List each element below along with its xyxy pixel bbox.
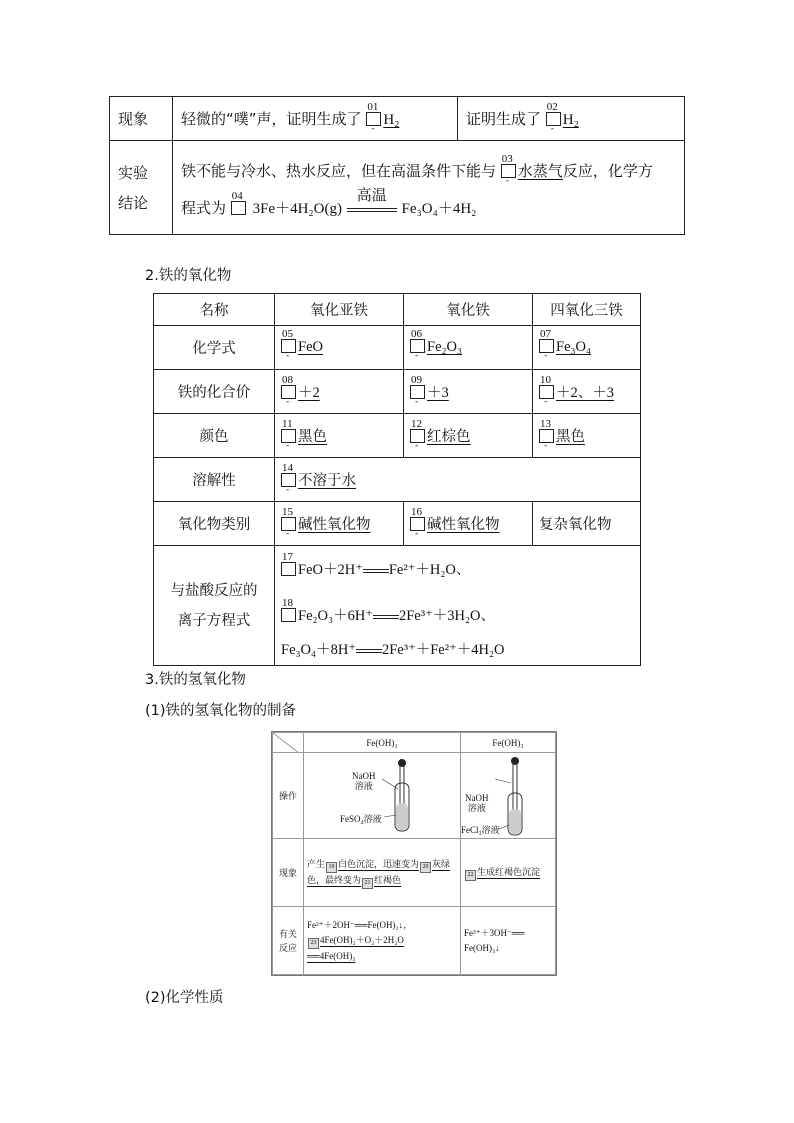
answer-box-icon: [281, 328, 296, 361]
cell: [533, 370, 641, 414]
answer-value: 黑色: [298, 429, 327, 445]
header-feo: 氧化亚铁: [275, 294, 404, 326]
phen-answer: 灰绿色，最终变为: [307, 858, 451, 885]
phenomenon-text-a: 轻微的“噗”声，证明生成了: [181, 110, 362, 128]
dash-mark: -: [415, 351, 419, 361]
answer-number: 06: [411, 328, 422, 340]
answer-number: 14: [282, 462, 293, 474]
table-row: [154, 502, 641, 546]
table-row: [154, 370, 641, 414]
number-box-icon: 22: [465, 870, 476, 881]
answer-box-icon: [539, 374, 554, 407]
dash-mark: -: [286, 485, 290, 495]
reaction-text: Fe(OH)₃↓: [464, 942, 500, 953]
cell: [275, 502, 404, 546]
corner-cell: [273, 733, 304, 753]
row-label: 化学式: [154, 326, 275, 370]
reaction-line: [281, 638, 634, 664]
dash-mark: -: [286, 441, 290, 451]
experiment-table: [109, 96, 685, 235]
cell: [275, 414, 404, 458]
answer-box-icon: [231, 190, 246, 215]
label-text: 有关: [278, 928, 297, 939]
dash-mark: -: [415, 529, 419, 539]
answer-box-icon: [281, 506, 296, 539]
figure-row-label: [273, 907, 304, 975]
conclusion-row: [110, 141, 685, 235]
reaction-row: [154, 546, 641, 666]
preparation-figure: [271, 731, 557, 976]
test-tube-dropper-icon: [304, 753, 454, 839]
reaction-lhs: Fe₃O₄＋8H⁺: [281, 642, 356, 658]
reaction-lhs: Fe₂O₃＋6H⁺: [298, 608, 373, 624]
label-text: 溶液: [354, 781, 373, 791]
equation-condition: 高温: [356, 185, 387, 204]
subsection-preparation: (1)铁的氢氧化物的制备: [145, 703, 297, 719]
label-feso4: FeSO₄溶液: [340, 814, 382, 824]
header-row: [154, 294, 641, 326]
number-box-icon: 19: [326, 862, 337, 873]
answer-box-icon: [281, 462, 296, 495]
answer-value: 红棕色: [427, 429, 471, 445]
answer-number: 08: [282, 374, 293, 386]
answer-value: Fe₂O₃: [427, 339, 463, 355]
phenomenon-b: [461, 839, 556, 907]
reaction-text: 4Fe(OH)₂＋O₂＋2H₂O: [320, 934, 404, 945]
label-naoh-b: [465, 793, 489, 813]
equation-right: Fe₃O₄＋4H₂: [401, 201, 477, 217]
phenomenon-a: [304, 839, 461, 907]
reaction-text: Fe²⁺＋2OH⁻══Fe(OH)₂↓，: [307, 919, 413, 930]
answer-steam: 水蒸气: [517, 162, 563, 180]
reaction-lhs: FeO＋2H⁺: [298, 562, 363, 578]
apparatus-a: [304, 753, 461, 839]
answer-number: 11: [282, 418, 293, 430]
figure-phen-row: [273, 839, 556, 907]
cell: [404, 326, 533, 370]
phenomenon-text-b: 证明生成了: [466, 110, 542, 128]
table-row: [154, 414, 641, 458]
answer-value: 碱性氧化物: [427, 517, 500, 533]
phen-answer: 红褐色: [374, 874, 402, 885]
answer-number: 17: [282, 551, 293, 563]
answer-value: ＋2: [298, 385, 320, 401]
answer-box-icon: [281, 418, 296, 451]
equation-arrow: [347, 185, 397, 212]
label-text: NaOH: [465, 793, 489, 803]
label-fecl3: FeCl₃溶液: [461, 825, 500, 835]
figure-col-feoh3: Fe(OH)₃: [461, 733, 556, 753]
answer-number: 03: [501, 153, 513, 165]
phenomenon-cell-a: [173, 97, 458, 141]
conclusion-tail: 反应，化学方: [562, 162, 653, 180]
label-text: 反应: [278, 942, 297, 953]
section-title-hydroxides: 3.铁的氢氧化物: [145, 672, 246, 688]
dash-mark: -: [286, 529, 290, 539]
answer-value: 不溶于水: [298, 473, 356, 489]
answer-box-icon: [281, 374, 296, 407]
answer-value: Fe₃O₄: [556, 339, 592, 355]
row-label: 颜色: [154, 414, 275, 458]
dash-mark: -: [544, 441, 548, 451]
number-box-icon: 21: [362, 878, 373, 889]
answer-box-icon: [281, 597, 296, 622]
answer-box-icon: [366, 101, 381, 134]
row-header-text: 现象: [118, 110, 149, 128]
row-header-phenomenon: [110, 97, 173, 141]
answer-box-icon: [410, 418, 425, 451]
answer-number: 10: [540, 374, 551, 386]
answer-box-icon: [501, 153, 516, 186]
answer-box-icon: [410, 328, 425, 361]
cell: [533, 414, 641, 458]
answer-number: 18: [282, 597, 293, 609]
conclusion-line-1: [181, 153, 676, 186]
reaction-a: [304, 907, 461, 975]
answer-number: 12: [411, 418, 422, 430]
reaction-line: [281, 551, 634, 588]
row-label: 铁的化合价: [154, 370, 275, 414]
answer-number: 07: [540, 328, 551, 340]
table-row: [154, 326, 641, 370]
dash-mark: -: [505, 176, 510, 186]
answer-box-icon: [281, 551, 296, 576]
reaction-answer: ══4Fe(OH)₃: [307, 950, 356, 961]
dash-mark: -: [415, 397, 419, 407]
merged-cell: [275, 458, 641, 502]
diagonal-line-icon: [273, 733, 299, 753]
oxides-table: [153, 293, 641, 666]
answer-box-icon: [546, 101, 561, 134]
table-row: [154, 458, 641, 502]
answer-number: 01: [367, 101, 379, 113]
dash-mark: -: [286, 351, 290, 361]
subsection-chemical-properties: (2)化学性质: [145, 990, 224, 1006]
number-box-icon: 23: [308, 938, 319, 949]
answer-value: ＋3: [427, 385, 449, 401]
answer-number: 04: [231, 190, 243, 202]
figure-row-label: 操作: [273, 753, 304, 839]
cell: [275, 326, 404, 370]
label-text: NaOH: [352, 771, 376, 781]
answer-number: 09: [411, 374, 422, 386]
conclusion-header-l2: 结论: [118, 193, 149, 212]
answer-number: 13: [540, 418, 551, 430]
answer-number: 15: [282, 506, 293, 518]
cell: [533, 326, 641, 370]
double-line: [373, 615, 399, 619]
figure-table: [272, 732, 556, 975]
number-box-icon: 20: [420, 862, 431, 873]
dash-mark: -: [415, 441, 419, 451]
equation-prefix: 程式为: [181, 199, 227, 217]
label-text: 溶液: [467, 803, 486, 813]
answer-box-icon: [539, 418, 554, 451]
answer-box-icon: [539, 328, 554, 361]
answer-value: 黑色: [556, 429, 585, 445]
double-line: [363, 569, 389, 573]
phenomenon-row: [110, 97, 685, 141]
phenomenon-cell-b: [458, 97, 685, 141]
section-title-oxides: 2.铁的氧化物: [145, 268, 232, 284]
reaction-rhs: 2Fe³⁺＋3H₂O、: [398, 608, 495, 624]
equation-left: 3Fe＋4H₂O(g): [252, 201, 342, 217]
figure-row-label: 现象: [273, 839, 304, 907]
conclusion-text: 铁不能与冷水、热水反应，但在高温条件下能与: [181, 162, 497, 180]
cell: 复杂氧化物: [533, 502, 641, 546]
answer-number: 16: [411, 506, 422, 518]
cell: [404, 502, 533, 546]
row-label: 溶解性: [154, 458, 275, 502]
cell: [275, 370, 404, 414]
reaction-cell: [275, 546, 641, 666]
dash-mark: -: [544, 351, 548, 361]
header-fe3o4: 四氧化三铁: [533, 294, 641, 326]
dash-mark: -: [371, 124, 375, 134]
answer-value: FeO: [298, 339, 323, 355]
double-line: [356, 649, 382, 653]
reaction-line: [281, 597, 634, 634]
answer-value: ＋2、＋3: [556, 385, 614, 401]
answer-box-icon: [410, 374, 425, 407]
answer-number: 05: [282, 328, 293, 340]
phen-answer: 白色沉淀，迅速变为: [338, 858, 420, 869]
phen-text: 产生: [307, 858, 326, 869]
reaction-label: [154, 546, 275, 666]
reaction-text: Fe³⁺＋3OH⁻══: [464, 927, 525, 938]
reaction-label-l2: 离子方程式: [177, 612, 251, 629]
dash-mark: -: [550, 124, 555, 134]
conclusion-line-2: [181, 185, 676, 220]
double-line: [347, 208, 397, 212]
reaction-label-l1: 与盐酸反应的: [170, 582, 258, 599]
figure-header-row: [273, 733, 556, 753]
cell: [404, 414, 533, 458]
header-fe2o3: 氧化铁: [404, 294, 533, 326]
dash-mark: -: [544, 397, 548, 407]
dash-mark: -: [286, 397, 290, 407]
answer-box-icon: [410, 506, 425, 539]
conclusion-header-l1: 实验: [118, 163, 149, 182]
label-naoh-a: [352, 771, 376, 791]
answer-number: 02: [546, 101, 558, 113]
header-name: 名称: [154, 294, 275, 326]
reaction-rhs: Fe²⁺＋H₂O、: [388, 562, 471, 578]
reaction-answer: [307, 933, 457, 949]
figure-col-feoh2: Fe(OH)₂: [304, 733, 461, 753]
answer-h2-b: H₂: [562, 112, 579, 128]
answer-value: 碱性氧化物: [298, 517, 371, 533]
apparatus-b: [461, 753, 556, 839]
figure-op-row: [273, 753, 556, 839]
reaction-rhs: 2Fe³⁺＋Fe²⁺＋4H₂O: [381, 642, 505, 658]
conclusion-cell: [173, 141, 685, 235]
row-label: 氧化物类别: [154, 502, 275, 546]
phen-answer: 生成红褐色沉淀: [477, 866, 541, 877]
row-header-conclusion: [110, 141, 173, 235]
answer-h2-a: H₂: [383, 112, 400, 128]
reaction-b: [461, 907, 556, 975]
cell: [404, 370, 533, 414]
figure-react-row: [273, 907, 556, 975]
